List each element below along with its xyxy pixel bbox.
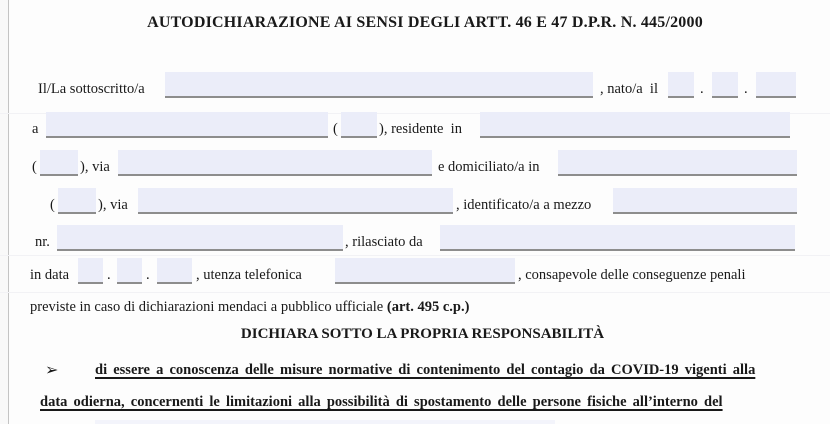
form-line-previste <box>0 294 830 316</box>
date-separator: . <box>146 267 150 283</box>
form-line-nascita <box>0 112 830 140</box>
field-residenza-via[interactable] <box>118 150 432 176</box>
page-title: AUTODICHIARAZIONE AI SENSI DEGLI ARTT. 46 E 47 D.P.R. N. 445/2000 <box>147 14 703 31</box>
date-separator: . <box>107 267 111 283</box>
label-sottoscritto: Il/La sottoscritto/a <box>38 81 145 97</box>
field-documento-nr[interactable] <box>57 225 343 251</box>
label-a: a <box>32 121 39 137</box>
form-line-documento <box>0 225 830 253</box>
scan-artifact <box>0 255 830 256</box>
field-documento-tipo[interactable] <box>613 188 797 214</box>
cutoff-next-line <box>95 420 555 424</box>
label-utenza-telefonica: , utenza telefonica <box>196 267 302 283</box>
paren-open: ( <box>50 197 55 213</box>
date-separator: . <box>700 81 704 97</box>
field-domicilio-provincia[interactable] <box>58 188 96 214</box>
label-in-data: in data <box>30 267 70 283</box>
bullet-line-1: di essere a conoscenza delle misure normative di contenimento del contagio da COVID-19 vigenti alla <box>95 362 756 378</box>
field-utenza-telefonica[interactable] <box>335 258 515 284</box>
label-rilasciato-da: , rilasciato da <box>345 234 423 250</box>
field-domiciliato-in[interactable] <box>558 150 797 176</box>
form-line-rilascio <box>0 258 830 286</box>
label-via: ), via <box>80 159 110 175</box>
previste-text: previste in caso di dichiarazioni mendaci a pubblico ufficiale <box>30 299 387 315</box>
field-residente-in[interactable] <box>480 112 790 138</box>
field-domicilio-via[interactable] <box>138 188 453 214</box>
field-residenza-provincia[interactable] <box>40 150 78 176</box>
field-nato-provincia[interactable] <box>341 112 377 138</box>
label-nato-il: , nato/a il <box>600 81 658 97</box>
label-previste <box>30 298 469 316</box>
label-identificato-a-mezzo: , identificato/a a mezzo <box>456 197 592 213</box>
section-heading-dichiara: DICHIARA SOTTO LA PROPRIA RESPONSABILITÀ <box>240 326 605 342</box>
label-nr: nr. <box>35 234 50 250</box>
field-nome-cognome[interactable] <box>165 72 593 98</box>
field-rilascio-giorno[interactable] <box>78 258 103 284</box>
form-line-residenza <box>0 150 830 178</box>
label-consapevole: , consapevole delle conseguenze penali <box>518 267 746 283</box>
field-nato-a[interactable] <box>46 112 328 138</box>
field-nato-anno[interactable] <box>756 72 796 98</box>
paren-open: ( <box>333 121 338 137</box>
form-line-sottoscritto <box>0 72 830 100</box>
paren-open: ( <box>32 159 37 175</box>
date-separator: . <box>744 81 748 97</box>
field-rilascio-mese[interactable] <box>117 258 142 284</box>
label-domiciliato-in: e domiciliato/a in <box>438 159 540 175</box>
field-nato-mese[interactable] <box>712 72 738 98</box>
field-rilascio-anno[interactable] <box>157 258 192 284</box>
field-nato-giorno[interactable] <box>668 72 694 98</box>
field-rilasciato-da[interactable] <box>440 225 795 251</box>
previste-art-bold: (art. 495 c.p.) <box>386 299 470 315</box>
bullet-line-2: data odierna, concernenti le limitazioni alla possibilità di spostamento delle persone fisiche all’interno del <box>40 394 723 410</box>
label-via: ), via <box>98 197 128 213</box>
arrow-bullet-icon: ➢ <box>45 360 59 379</box>
scan-artifact <box>0 292 830 293</box>
form-line-domicilio <box>0 188 830 216</box>
label-residente-in: ), residente in <box>379 121 462 137</box>
